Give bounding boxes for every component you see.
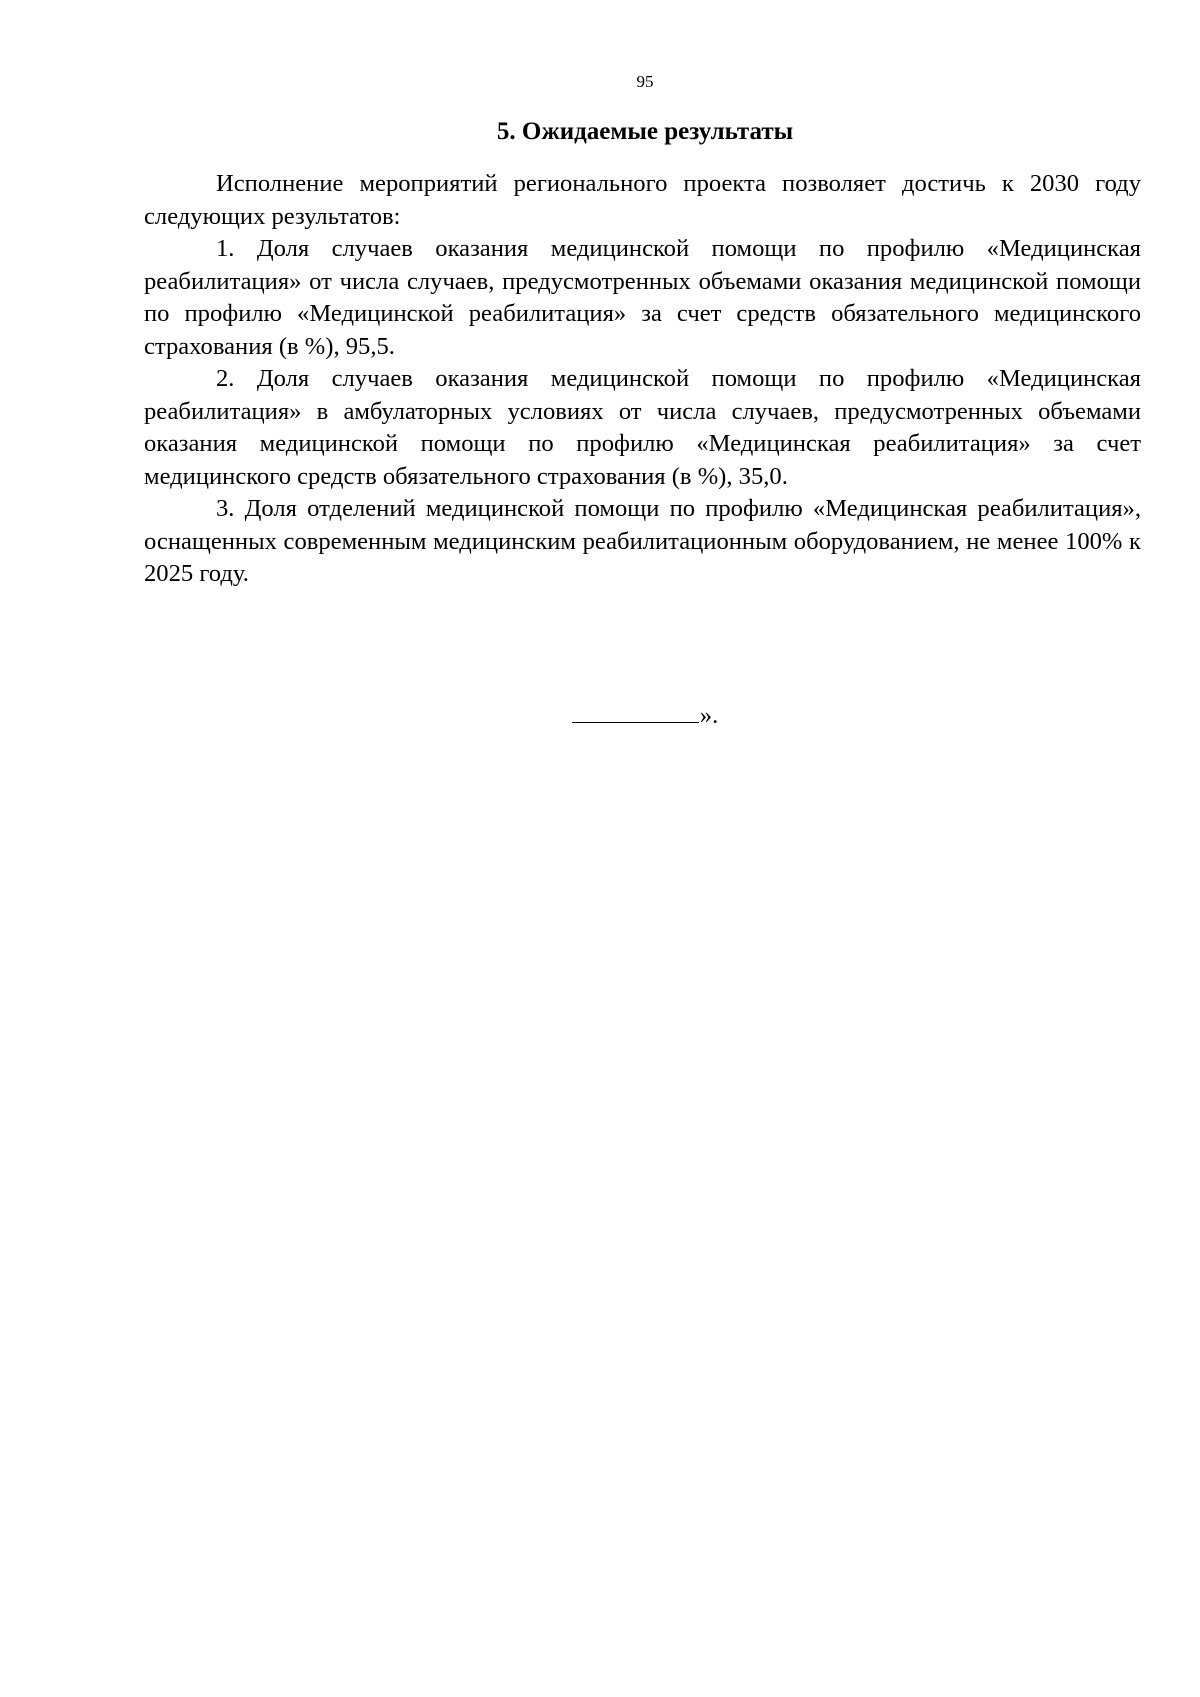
body-text <box>144 168 1141 591</box>
intro-paragraph: Исполнение мероприятий регионального проекта позволяет достичь к 2030 году следующих результатов: <box>144 170 1141 230</box>
result-item-3: 3. Доля отделений медицинской помощи по профилю «Медицинская реабилитация», оснащенных современным медицинским реабилитационным оборудованием, не менее 100% к 2025 году. <box>144 495 1141 587</box>
result-item-1: 1. Доля случаев оказания медицинской помощи по профилю «Медицинская реабилитация» от числа случаев, предусмотренных объемами оказания медицинской помощи по профилю «Медицинской реабилитация» за счет средств обязательного медицинского страхования (в %), 95,5. <box>144 235 1141 360</box>
page-number: 95 <box>636 72 654 91</box>
section-title: 5. Ожидаемые результаты <box>496 118 794 145</box>
closing-separator <box>0 700 1200 732</box>
result-item-2: 2. Доля случаев оказания медицинской помощи по профилю «Медицинская реабилитация» в амбулаторных условиях от числа случаев, предусмотренных объемами оказания медицинской помощи по профилю «Медицинская реабилитация» за счет медицинского средств обязательного страхования (в %), 35,0. <box>144 365 1141 490</box>
closing-underline <box>572 700 699 723</box>
closing-quote-mark: ». <box>699 702 719 729</box>
